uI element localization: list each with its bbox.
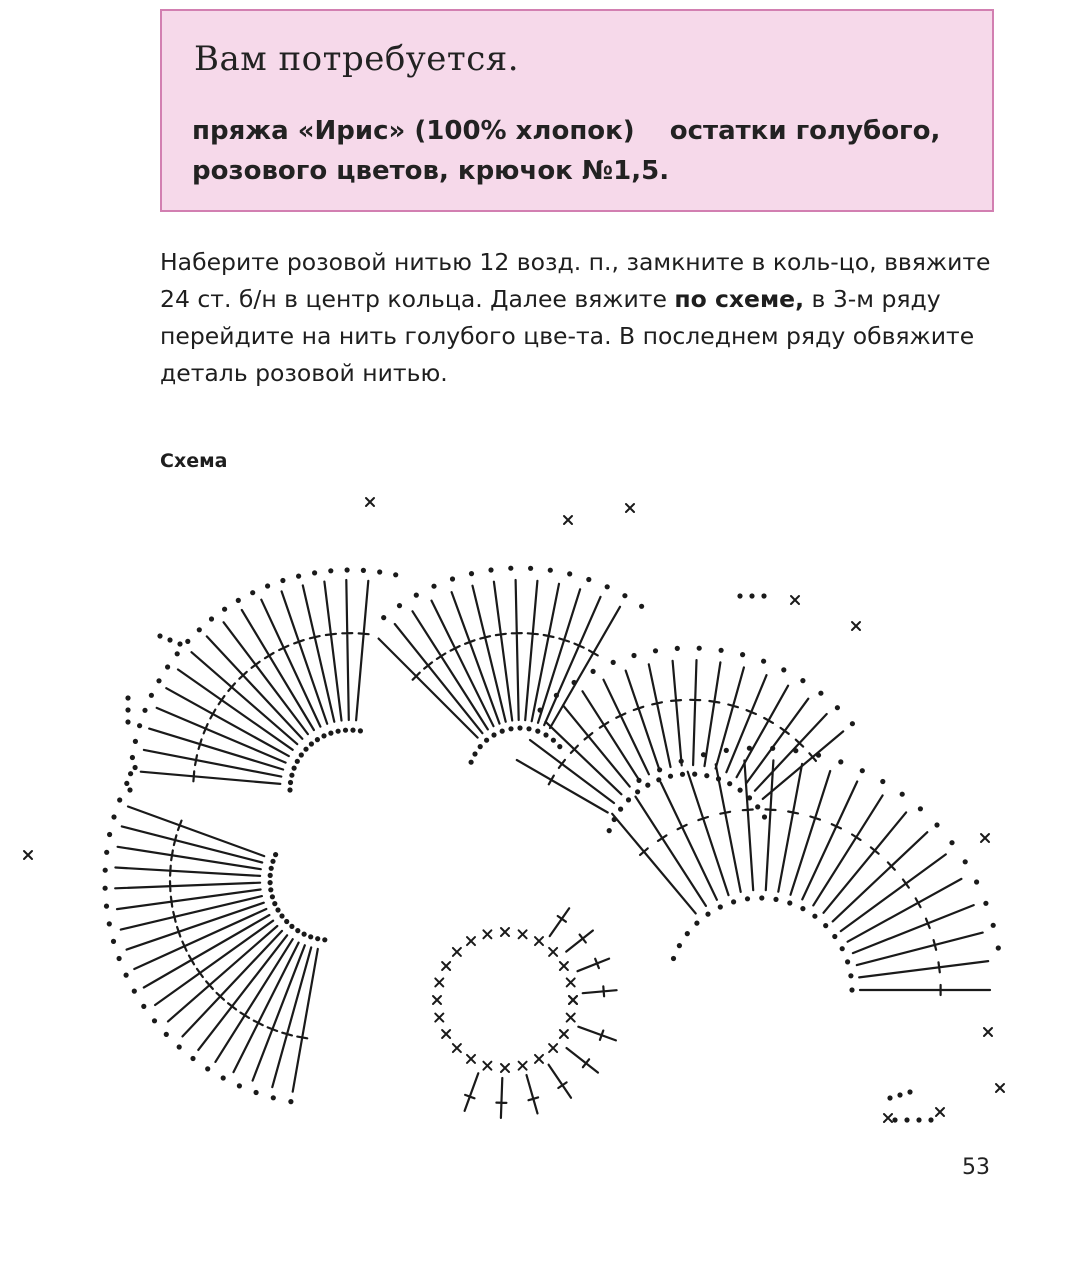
- double-crochet-symbol: [128, 807, 264, 857]
- chain-stitch-symbol: [761, 593, 766, 598]
- chain-stitch-symbol: [315, 737, 320, 742]
- chain-stitch-symbol: [679, 759, 684, 764]
- chain-stitch-symbol: [848, 973, 853, 978]
- chain-stitch-symbol: [818, 691, 823, 696]
- single-crochet-symbol: [483, 1062, 491, 1070]
- chain-stitch-symbol: [268, 873, 273, 878]
- chain-stitch-symbol: [745, 896, 750, 901]
- chain-stitch-symbol: [270, 894, 275, 899]
- double-crochet-symbol: [567, 1048, 599, 1073]
- chain-stitch-symbol: [175, 651, 180, 656]
- chain-stitch-symbol: [279, 913, 284, 918]
- single-crochet-symbol: [981, 834, 989, 842]
- chain-stitch-symbol: [974, 879, 979, 884]
- double-crochet-symbol: [626, 671, 660, 770]
- chain-stitch-symbol: [704, 773, 709, 778]
- chain-stitch-symbol: [635, 789, 640, 794]
- chain-stitch-symbol: [315, 936, 320, 941]
- chain-stitch-symbol: [288, 1099, 293, 1104]
- chain-stitch-symbol: [177, 1044, 182, 1049]
- instructions-bold: по схеме,: [674, 285, 805, 313]
- chain-stitch-symbol: [793, 748, 798, 753]
- double-crochet-symbol: [122, 826, 262, 862]
- chain-stitch-symbol: [572, 680, 577, 685]
- chain-stitch-symbol: [694, 921, 699, 926]
- chain-stitch-symbol: [361, 568, 366, 573]
- chain-stitch-symbol: [697, 646, 702, 651]
- chain-stitch-symbol: [484, 738, 489, 743]
- chain-stitch-symbol: [125, 695, 130, 700]
- chain-stitch-symbol: [141, 1004, 146, 1009]
- double-crochet-symbol: [583, 986, 617, 996]
- chain-stitch-symbol: [731, 899, 736, 904]
- double-crochet-symbol: [746, 699, 808, 784]
- double-crochet-symbol: [716, 667, 744, 768]
- double-crochet-symbol: [566, 931, 593, 952]
- chain-stitch-symbol: [668, 774, 673, 779]
- chain-stitch-symbol: [478, 744, 483, 749]
- double-crochet-symbol: [215, 939, 292, 1062]
- chain-stitch-symbol: [272, 901, 277, 906]
- chain-stitch-symbol: [761, 659, 766, 664]
- double-crochet-symbol: [168, 926, 277, 1021]
- chain-stitch-symbol: [125, 707, 130, 712]
- chain-stitch-symbol: [127, 787, 132, 792]
- chain-stitch-symbol: [611, 660, 616, 665]
- chain-stitch-symbol: [737, 593, 742, 598]
- double-crochet-symbol: [859, 961, 988, 977]
- double-crochet-symbol: [549, 1065, 571, 1098]
- chain-stitch-symbol: [845, 959, 850, 964]
- chain-stitch-symbol: [904, 1117, 909, 1122]
- crochet-diagram: [0, 480, 1082, 1150]
- chain-stitch-symbol: [538, 708, 543, 713]
- chain-stitch-symbol: [328, 731, 333, 736]
- chain-stitch-symbol: [928, 1117, 933, 1122]
- chain-stitch-symbol: [296, 574, 301, 579]
- chain-stitch-symbol: [117, 797, 122, 802]
- chain-stitch-symbol: [350, 728, 355, 733]
- chain-stitch-symbol: [284, 919, 289, 924]
- single-crochet-symbol: [467, 937, 475, 945]
- materials-text: пряжа «Ирис» (100% хлопок) остатки голубого, розового цветов, крючок №1,5.: [192, 116, 941, 186]
- chain-stitch-symbol: [130, 755, 135, 760]
- chain-stitch-symbol: [137, 723, 142, 728]
- double-crochet-symbol: [766, 760, 776, 890]
- chain-stitch-symbol: [551, 738, 556, 743]
- chain-stitch-symbol: [431, 584, 436, 589]
- double-crochet-symbol: [183, 931, 283, 1037]
- chain-stitch-symbol: [535, 729, 540, 734]
- chain-stitch-symbol: [125, 719, 130, 724]
- chain-stitch-symbol: [358, 728, 363, 733]
- chain-stitch-symbol: [165, 664, 170, 669]
- single-crochet-symbol: [483, 930, 491, 938]
- chain-stitch-symbol: [133, 739, 138, 744]
- chain-stitch-symbol: [892, 1117, 897, 1122]
- chain-stitch-symbol: [128, 771, 133, 776]
- double-crochet-symbol: [342, 580, 352, 720]
- chain-stitch-symbol: [850, 721, 855, 726]
- instructions-text: [160, 244, 996, 392]
- double-crochet-symbol: [705, 662, 721, 766]
- single-crochet-symbol: [442, 1030, 450, 1038]
- chain-stitch-symbol: [149, 693, 154, 698]
- chain-stitch-symbol: [949, 840, 954, 845]
- chain-stitch-symbol: [586, 577, 591, 582]
- chain-stitch-symbol: [657, 767, 662, 772]
- double-crochet-symbol: [763, 731, 843, 799]
- double-crochet-symbol: [563, 705, 630, 786]
- single-crochet-symbol: [884, 1114, 892, 1122]
- chain-stitch-symbol: [288, 780, 293, 785]
- single-crochet-symbol: [535, 1055, 543, 1063]
- chain-stitch-symbol: [312, 570, 317, 575]
- single-crochet-symbol: [852, 622, 860, 630]
- single-crochet-symbol: [564, 516, 572, 524]
- chain-stitch-symbol: [302, 932, 307, 937]
- chain-stitch-symbol: [132, 989, 137, 994]
- chain-stitch-symbol: [295, 928, 300, 933]
- chain-stitch-symbol: [185, 639, 190, 644]
- chain-stitch-symbol: [472, 751, 477, 756]
- chain-stitch-symbol: [254, 1090, 259, 1095]
- chain-stitch-symbol: [675, 646, 680, 651]
- double-crochet-symbol: [530, 740, 614, 803]
- chain-stitch-symbol: [996, 945, 1001, 950]
- chain-stitch-symbol: [554, 693, 559, 698]
- chain-stitch-symbol: [618, 807, 623, 812]
- chain-stitch-symbol: [631, 653, 636, 658]
- double-crochet-symbol: [118, 847, 261, 869]
- instructions-part2: в 3-м ряду перейдите на нить голубого цве-та. В последнем ряду обвяжите деталь розовой нитью.: [160, 285, 975, 387]
- chain-stitch-symbol: [308, 934, 313, 939]
- double-crochet-symbol: [117, 890, 261, 910]
- chain-stitch-symbol: [740, 652, 745, 657]
- double-crochet-symbol: [578, 1027, 616, 1041]
- single-crochet-symbol: [549, 948, 557, 956]
- chain-stitch-symbol: [636, 778, 641, 783]
- chain-stitch-symbol: [488, 567, 493, 572]
- chain-stitch-symbol: [897, 1092, 902, 1097]
- chain-stitch-symbol: [727, 781, 732, 786]
- chain-stitch-symbol: [528, 566, 533, 571]
- double-crochet-symbol: [688, 772, 729, 895]
- single-crochet-symbol: [936, 1108, 944, 1116]
- chain-stitch-symbol: [749, 593, 754, 598]
- single-crochet-symbol: [519, 1062, 527, 1070]
- single-crochet-symbol: [433, 996, 441, 1004]
- single-crochet-symbol: [996, 1084, 1004, 1092]
- chain-stitch-symbol: [718, 904, 723, 909]
- chain-stitch-symbol: [692, 772, 697, 777]
- chain-stitch-symbol: [414, 593, 419, 598]
- chain-stitch-symbol: [309, 741, 314, 746]
- chain-stitch-symbol: [265, 583, 270, 588]
- double-crochet-symbol: [649, 664, 671, 767]
- chain-stitch-symbol: [111, 939, 116, 944]
- chain-stitch-symbol: [103, 886, 108, 891]
- chain-stitch-symbol: [397, 603, 402, 608]
- chain-stitch-symbol: [381, 615, 386, 620]
- chain-stitch-symbol: [880, 779, 885, 784]
- chain-stitch-symbol: [607, 828, 612, 833]
- chain-stitch-symbol: [800, 906, 805, 911]
- chain-stitch-symbol: [812, 914, 817, 919]
- double-crochet-symbol: [813, 795, 882, 905]
- chain-stitch-symbol: [508, 726, 513, 731]
- single-crochet-symbol: [435, 1014, 443, 1022]
- chain-stitch-symbol: [622, 593, 627, 598]
- chain-stitch-symbol: [303, 747, 308, 752]
- single-crochet-symbol: [560, 1030, 568, 1038]
- double-crochet-symbol: [860, 985, 990, 995]
- chain-stitch-symbol: [840, 946, 845, 951]
- chain-stitch-symbol: [991, 923, 996, 928]
- chain-stitch-symbol: [156, 678, 161, 683]
- single-crochet-symbol: [24, 851, 32, 859]
- double-crochet-symbol: [115, 881, 260, 891]
- chain-stitch-symbol: [299, 752, 304, 757]
- double-crochet-symbol: [690, 660, 700, 765]
- chain-stitch-symbol: [907, 1089, 912, 1094]
- chain-stitch-symbol: [292, 766, 297, 771]
- chain-stitch-symbol: [918, 806, 923, 811]
- chain-stitch-symbol: [221, 1075, 226, 1080]
- chain-stitch-symbol: [517, 725, 522, 730]
- chain-stitch-symbol: [133, 765, 138, 770]
- chain-stitch-symbol: [124, 781, 129, 786]
- materials-title: Вам потребуется.: [194, 39, 520, 79]
- chain-stitch-symbol: [591, 669, 596, 674]
- single-crochet-symbol: [569, 996, 577, 1004]
- chain-stitch-symbol: [705, 912, 710, 917]
- chain-stitch-symbol: [167, 637, 172, 642]
- chain-stitch-symbol: [680, 772, 685, 777]
- double-crochet-symbol: [857, 933, 983, 966]
- chain-stitch-symbol: [526, 726, 531, 731]
- double-crochet-symbol: [527, 1075, 539, 1113]
- single-crochet-symbol: [453, 948, 461, 956]
- chain-stitch-symbol: [823, 923, 828, 928]
- chain-stitch-symbol: [321, 733, 326, 738]
- chain-stitch-symbol: [605, 584, 610, 589]
- chain-stitch-symbol: [103, 868, 108, 873]
- chain-stitch-symbol: [336, 729, 341, 734]
- chain-stitch-symbol: [107, 921, 112, 926]
- chain-stitch-symbol: [724, 748, 729, 753]
- chain-stitch-symbol: [328, 568, 333, 573]
- chain-stitch-symbol: [770, 746, 775, 751]
- chain-stitch-symbol: [860, 768, 865, 773]
- chain-stitch-symbol: [508, 566, 513, 571]
- chain-stitch-symbol: [287, 787, 292, 792]
- double-crochet-symbol: [496, 1078, 506, 1118]
- single-crochet-symbol: [984, 1028, 992, 1036]
- single-crochet-symbol: [626, 504, 634, 512]
- chain-stitch-symbol: [645, 783, 650, 788]
- chain-stitch-symbol: [273, 852, 278, 857]
- double-crochet-symbol: [550, 908, 570, 936]
- chain-stitch-symbol: [450, 576, 455, 581]
- chain-stitch-symbol: [177, 641, 182, 646]
- chain-stitch-symbol: [117, 956, 122, 961]
- chain-stitch-symbol: [271, 1095, 276, 1100]
- chain-stitch-symbol: [787, 900, 792, 905]
- chain-stitch-symbol: [222, 607, 227, 612]
- single-crochet-symbol: [549, 1044, 557, 1052]
- chain-stitch-symbol: [849, 987, 854, 992]
- chain-stitch-symbol: [289, 773, 294, 778]
- chain-stitch-symbol: [719, 648, 724, 653]
- chain-stitch-symbol: [491, 732, 496, 737]
- single-crochet-symbol: [560, 962, 568, 970]
- double-crochet-symbol: [841, 854, 946, 931]
- single-crochet-symbol: [366, 498, 374, 506]
- single-crochet-symbol: [567, 978, 575, 986]
- scheme-label: Схема: [160, 450, 228, 472]
- chain-stitch-symbol: [759, 895, 764, 900]
- single-crochet-symbol: [501, 928, 509, 936]
- single-crochet-symbol: [435, 978, 443, 986]
- chain-stitch-symbol: [916, 1117, 921, 1122]
- chain-stitch-symbol: [557, 744, 562, 749]
- chain-stitch-symbol: [205, 1066, 210, 1071]
- chain-stitch-symbol: [377, 569, 382, 574]
- chain-stitch-symbol: [250, 590, 255, 595]
- double-crochet-symbol: [121, 896, 262, 930]
- chain-stitch-symbol: [107, 832, 112, 837]
- chain-stitch-symbol: [567, 571, 572, 576]
- double-crochet-symbol: [115, 866, 260, 876]
- chain-stitch-symbol: [124, 973, 129, 978]
- double-crochet-symbol: [473, 586, 506, 722]
- chain-stitch-symbol: [800, 678, 805, 683]
- double-crochet-symbol: [550, 607, 620, 728]
- chain-stitch-symbol: [268, 887, 273, 892]
- chain-stitch-symbol: [209, 616, 214, 621]
- materials-box: [160, 9, 994, 212]
- chain-stitch-symbol: [755, 804, 760, 809]
- chain-stitch-symbol: [295, 759, 300, 764]
- double-crochet-symbol: [356, 581, 369, 721]
- chain-stitch-symbol: [887, 1095, 892, 1100]
- double-crochet-symbol: [578, 959, 610, 972]
- chain-stitch-symbol: [747, 746, 752, 751]
- chain-stitch-symbol: [671, 956, 676, 961]
- chain-stitch-symbol: [639, 604, 644, 609]
- chain-stitch-symbol: [701, 752, 706, 757]
- chain-stitch-symbol: [653, 648, 658, 653]
- chain-stitch-symbol: [934, 822, 939, 827]
- single-crochet-symbol: [535, 937, 543, 945]
- chain-stitch-symbol: [816, 753, 821, 758]
- single-crochet-symbol: [501, 1064, 509, 1072]
- chain-stitch-symbol: [548, 568, 553, 573]
- chain-stitch-symbol: [469, 760, 474, 765]
- chain-stitch-symbol: [626, 797, 631, 802]
- chain-stitch-symbol: [237, 1083, 242, 1088]
- chain-stitch-symbol: [393, 572, 398, 577]
- double-crochet-symbol: [324, 582, 341, 721]
- double-crochet-symbol: [465, 1073, 479, 1111]
- chain-stitch-symbol: [543, 732, 548, 737]
- chain-stitch-symbol: [111, 814, 116, 819]
- chain-stitch-symbol: [345, 567, 350, 572]
- single-crochet-symbol: [791, 596, 799, 604]
- chain-stitch-symbol: [963, 859, 968, 864]
- chain-stitch-symbol: [289, 924, 294, 929]
- chain-stitch-symbol: [280, 578, 285, 583]
- chain-stitch-symbol: [164, 1032, 169, 1037]
- chain-stitch-symbol: [500, 729, 505, 734]
- chain-stitch-symbol: [270, 859, 275, 864]
- chain-stitch-symbol: [762, 814, 767, 819]
- chain-stitch-symbol: [900, 792, 905, 797]
- chain-stitch-symbol: [190, 1056, 195, 1061]
- chain-stitch-symbol: [685, 931, 690, 936]
- chain-stitch-symbol: [832, 934, 837, 939]
- chain-stitch-symbol: [142, 708, 147, 713]
- chain-stitch-symbol: [677, 943, 682, 948]
- single-crochet-symbol: [453, 1044, 461, 1052]
- instructions-part1: Наберите розовой нитью 12 возд. п., замкните в коль-цо, ввяжите 24 ст. б/н в центр кольца. Далее вяжите: [160, 248, 991, 313]
- single-crochet-symbol: [519, 930, 527, 938]
- chain-stitch-symbol: [104, 904, 109, 909]
- single-crochet-symbol: [467, 1055, 475, 1063]
- single-crochet-symbol: [442, 962, 450, 970]
- chain-stitch-symbol: [268, 880, 273, 885]
- chain-stitch-symbol: [738, 788, 743, 793]
- chain-stitch-symbol: [773, 897, 778, 902]
- page-number: 53: [962, 1155, 990, 1180]
- chain-stitch-symbol: [104, 850, 109, 855]
- chain-stitch-symbol: [269, 866, 274, 871]
- chain-stitch-symbol: [197, 627, 202, 632]
- double-crochet-symbol: [512, 580, 522, 720]
- double-crochet-symbol: [144, 915, 270, 988]
- chain-stitch-symbol: [322, 937, 327, 942]
- chain-stitch-symbol: [343, 728, 348, 733]
- chain-stitch-symbol: [157, 633, 162, 638]
- double-crochet-symbol: [671, 661, 682, 766]
- chain-stitch-symbol: [835, 705, 840, 710]
- chain-stitch-symbol: [152, 1018, 157, 1023]
- chain-stitch-symbol: [838, 759, 843, 764]
- chain-stitch-symbol: [275, 907, 280, 912]
- chain-stitch-symbol: [781, 667, 786, 672]
- chain-stitch-symbol: [469, 571, 474, 576]
- chain-stitch-symbol: [983, 901, 988, 906]
- double-crochet-symbol: [494, 582, 512, 721]
- single-crochet-symbol: [567, 1014, 575, 1022]
- chain-stitch-symbol: [236, 598, 241, 603]
